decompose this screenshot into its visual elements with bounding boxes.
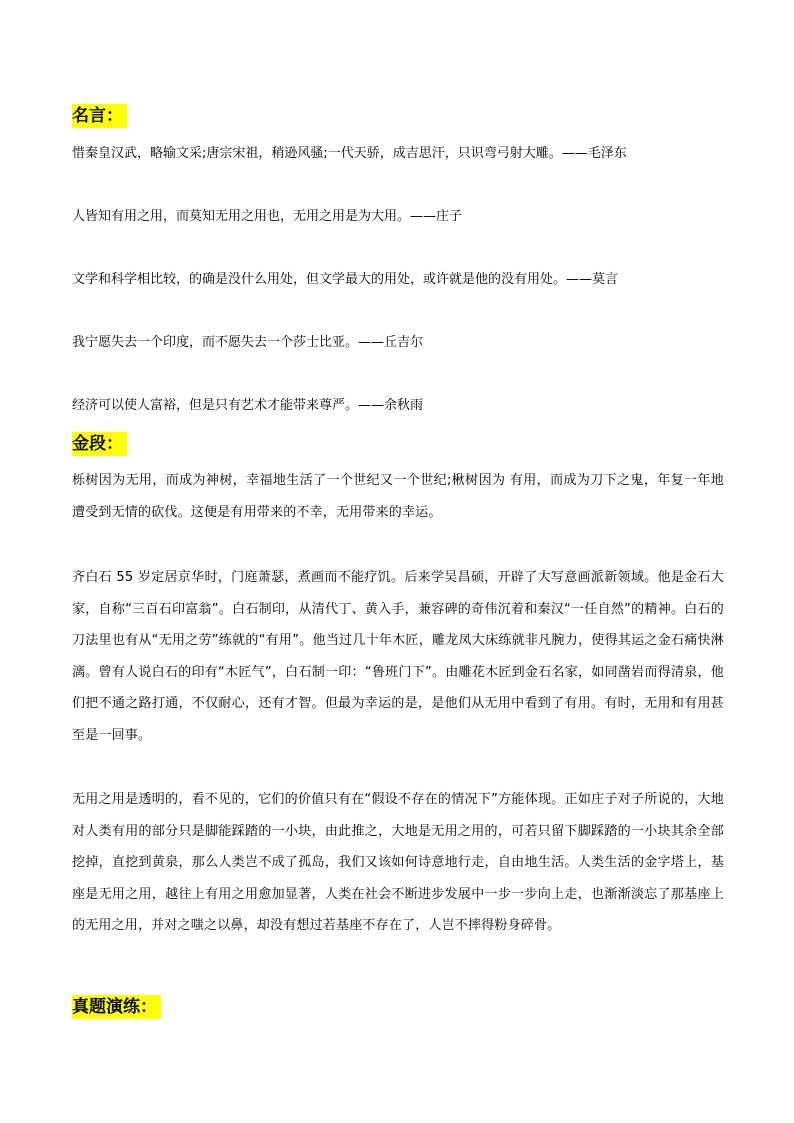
quote-line: 经济可以使人富裕，但是只有艺术才能带来尊严。——余秋雨 <box>72 398 424 413</box>
paragraph: 栎树因为无用，而成为神树，幸福地生活了一个世纪又一个世纪;楸树因为 有用，而成为刀下之鬼，年复一年地遭受到无情的砍伐。这便是有用带来的不幸，无用带来的幸运。 <box>72 473 724 520</box>
practice-heading: 真题演练： <box>72 995 161 1019</box>
quotes-heading: 名言： <box>72 104 127 128</box>
quote-line: 人皆知有用之用，而莫知无用之用也，无用之用是为大用。——庄子 <box>72 209 463 224</box>
paragraph: 齐白石 55 岁定居京华时，门庭萧瑟，煮画而不能疗饥。后来学吴昌硕，开辟了大写意画派新领域。他是金石大家，自称“三百石印富翁”。白石制印，从清代丁、黄入手，兼容碑的奇伟沉着和秦汉“一任自然”的精神。白石的刀法里也有从“无用之劳”练就的“有用”。他当过几十年木匠，雕龙凤大床练就非凡腕力，使得其运之金石痛快淋漓。曾有人说白石的印有“木匠气”，白石制一印：“鲁班门下”。由雕花木匠到金石名家，如同凿岩而得清泉，他们把不通之路打通，不仅耐心，还有才智。但最为幸运的是，是他们从无用中看到了有用。有时，无用和有用甚至是一回事。 <box>72 570 724 743</box>
golden-paragraphs-heading: 金段： <box>72 432 127 456</box>
quote-line: 文学和科学相比较，的确是没什么用处，但文学最大的用处，或许就是他的没有用处。——莫言 <box>72 272 619 287</box>
quote-line: 我宁愿失去一个印度，而不愿失去一个莎士比亚。——丘吉尔 <box>72 335 424 350</box>
paragraph: 无用之用是透明的，看不见的，它们的价值只有在“假设不存在的情况下”方能体现。正如庄子对子所说的，大地对人类有用的部分只是脚能踩踏的一小块，由此推之，大地是无用之用的，可若只留下脚踩踏的一小块其余全部挖掉，直挖到黄泉，那么人类岂不成了孤岛，我们又该如何诗意地行走，自由地生活。人类生活的金字塔上，基座是无用之用，越往上有用之用愈加显著，人类在社会不断进步发展中一步一步向上走，也渐渐淡忘了那基座上的无用之用，并对之嗤之以鼻，却没有想过若基座不存在了，人岂不摔得粉身碎骨。 <box>72 792 724 933</box>
quote-line: 惜秦皇汉武，略输文采;唐宗宋祖，稍逊风骚;一代天骄，成吉思汗，只识弯弓射大雕。——毛泽东 <box>72 146 627 161</box>
